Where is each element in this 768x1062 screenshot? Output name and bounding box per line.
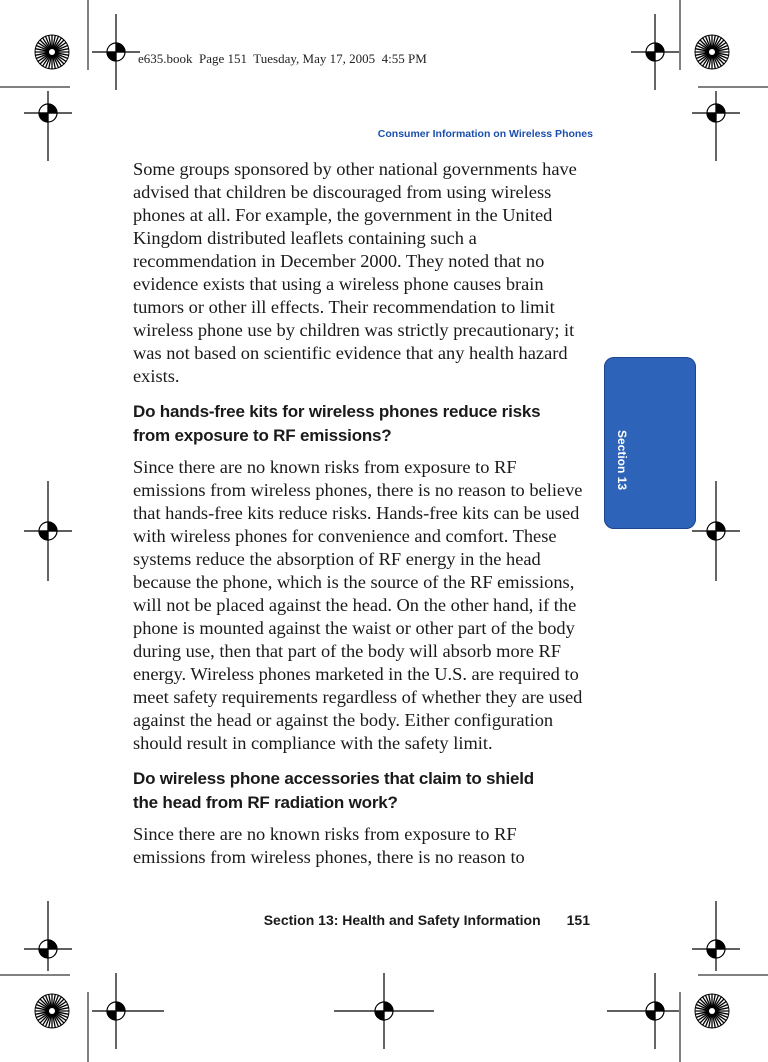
- section-tab-label: Section 13: [615, 430, 629, 491]
- question-heading: Do wireless phone accessories that claim to shield the head from RF radiation work?: [133, 769, 534, 812]
- page-number: 151: [566, 912, 590, 928]
- body-paragraph: Since there are no known risks from exposure to RF emissions from wireless phones, there is no reason to: [133, 824, 525, 867]
- running-head: Consumer Information on Wireless Phones: [377, 128, 593, 140]
- question-heading: Do hands-free kits for wireless phones reduce risks from exposure to RF emissions?: [133, 402, 541, 445]
- page-body: [133, 158, 593, 877]
- body-paragraph: Some groups sponsored by other national governments have advised that children be discouraged from using wireless phones at all. For example, the government in the United Kingdom distributed leaflets containing such a recommendation in December 2000. They noted that no evidence exists that using a wireless phone causes brain tumors or other ill effects. Their recommendation to limit wireless phone use by children was strictly precautionary; it was not based on scientific evidence that any health hazard exists.: [133, 159, 577, 386]
- footer-section-title: Section 13: Health and Safety Information: [263, 912, 541, 928]
- page-footer: [264, 912, 590, 928]
- print-slug: e635.book Page 151 Tuesday, May 17, 2005 4:55 PM: [138, 51, 427, 66]
- body-paragraph: Since there are no known risks from exposure to RF emissions from wireless phones, there is no reason to believe that hands-free kits reduce risks. Hands-free kits can be used with wireless phones for convenience and comfort. These systems reduce the absorption of RF energy in the head because the phone, which is the source of the RF emissions, will not be placed against the head. On the other hand, if the phone is mounted against the waist or other part of the body during use, then that part of the body will absorb more RF energy. Wireless phones marketed in the U.S. are required to meet safety requirements regardless of whether they are used against the head or against the body. Either configuration should result in compliance with the safety limit.: [133, 457, 583, 753]
